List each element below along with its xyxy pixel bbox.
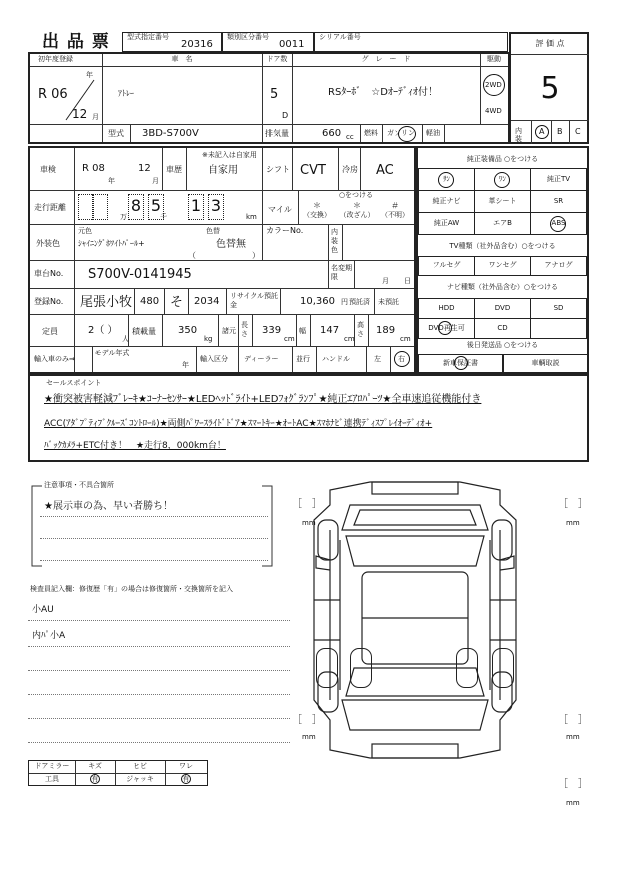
interior-label: 内装 xyxy=(515,127,522,143)
model-label: 型式 xyxy=(108,129,124,138)
option-item: 純正AW xyxy=(433,219,460,227)
name-change-label: 名変期限 xyxy=(331,264,352,281)
doors-value: 5 xyxy=(270,87,279,102)
class-no-label: 類別区分番号 xyxy=(227,33,269,41)
tread-unit-rear-left: mm xyxy=(302,733,316,741)
tv-title: TV種類（社外品含む）○をつける xyxy=(449,242,556,250)
option-item: ABS xyxy=(551,219,566,227)
chassis-label: 車台No. xyxy=(34,269,64,278)
shift-value: CVT xyxy=(300,163,326,178)
color-change-paren-close: ） xyxy=(252,251,260,260)
recycle-value: 10,360 xyxy=(300,296,335,307)
equipment-header: ワレ xyxy=(179,762,193,770)
history-note: ※未記入は自家用 xyxy=(202,151,257,159)
tread-unit-rear-right: mm xyxy=(566,733,580,741)
inspector-line-2: 内ﾊﾟ小A xyxy=(32,631,66,641)
type-no: 20316 xyxy=(181,39,213,50)
recycle-label: リサイクル預託金 xyxy=(230,292,279,309)
length-value: 339 xyxy=(262,325,282,336)
length-unit: cm xyxy=(284,335,295,343)
navi-title: ナビ種類（社外品含む）○をつける xyxy=(446,283,559,291)
import-label: 輸入車のみ⇒ xyxy=(34,355,75,363)
name-change-month: 月 xyxy=(382,277,389,285)
tread-bracket-rear-left: ［ ］ xyxy=(292,715,322,726)
later-title: 後日発送品 ○をつける xyxy=(466,341,539,349)
tread-unit-front-right: mm xyxy=(566,519,580,527)
doors-d: D xyxy=(282,111,289,120)
navi-item: DVD xyxy=(494,304,511,312)
first-reg-label: 初年度登録 xyxy=(38,55,73,63)
form-title: 出 品 票 xyxy=(42,32,110,52)
width-value: 147 xyxy=(320,325,340,336)
color-change-paren-open: （ xyxy=(188,251,196,260)
model-value: 3BD-S700V xyxy=(142,128,199,139)
tire-icon-rear-left xyxy=(316,648,338,688)
unknown-mark: ＃ xyxy=(391,201,399,210)
history-value: 自家用 xyxy=(208,165,238,176)
capacity-label: 定員 xyxy=(42,327,58,336)
reg-label: 登録No. xyxy=(34,297,64,306)
orig-color-label: 元色 xyxy=(78,227,92,235)
color-change-value: 色替無 xyxy=(216,239,246,250)
length-label: 長さ xyxy=(241,321,248,338)
dims-label: 諸元 xyxy=(222,327,236,335)
height-unit: cm xyxy=(400,335,411,343)
tread-bracket-front-left: ［ ］ xyxy=(292,499,322,510)
tire-icon-rear-right xyxy=(492,648,514,688)
mileage-km: km xyxy=(246,213,257,221)
name-change-day: 日 xyxy=(404,277,411,285)
grade-label: グ レ ー ド xyxy=(361,55,411,63)
model-year-unit: 年 xyxy=(182,361,189,369)
first-reg-year-unit: 年 xyxy=(86,71,93,79)
option-item: ｻﾝ xyxy=(443,175,450,183)
tread-unit-front-left: mm xyxy=(302,519,316,527)
navi-item: CD xyxy=(497,324,508,332)
tv-item: フルセグ xyxy=(432,261,461,269)
sales-line-3: ﾊﾞｯｸｶﾒﾗ+ETC付き！ ★走行8，000km台！ xyxy=(44,441,226,451)
option-item: エアB xyxy=(493,219,512,227)
shift-label: シフト xyxy=(266,165,290,174)
inspector-line-1: 小AU xyxy=(32,605,54,615)
first-reg-era: R 06 xyxy=(38,87,68,102)
model-year-label: モデル年式 xyxy=(94,349,130,357)
notes-label: 注意事項・不具合箇所 xyxy=(44,481,114,489)
inspector-label: 検査員記入欄：修復歴「有」の場合は修復箇所・交換箇所を記入 xyxy=(30,585,233,593)
recycle-unit: 円 xyxy=(341,298,348,306)
handle-label: ハンドル xyxy=(322,355,350,363)
reg-no: 2034 xyxy=(194,296,220,307)
option-item: 革シート xyxy=(488,197,517,205)
option-item: SR xyxy=(553,197,564,205)
equipment-value: 有 xyxy=(91,775,99,783)
color-change-label: 色替 xyxy=(206,227,220,235)
tire-icon-rear-right-inner xyxy=(456,648,478,688)
options-title: 純正装備品 ○をつける xyxy=(466,155,539,163)
drive-2wd: 2WD xyxy=(485,81,502,89)
history-label: 車歴 xyxy=(166,165,182,174)
inspection-year-unit: 年 xyxy=(108,177,115,185)
load-label: 積載量 xyxy=(132,327,156,336)
fuel-label: 燃料 xyxy=(364,129,378,137)
equipment-header: ヒビ xyxy=(133,762,147,770)
drive-label: 駆動 xyxy=(487,55,501,63)
cc-unit: cc xyxy=(346,133,354,141)
color-value: ｼｬｲﾆﾝｸﾞﾎﾜｲﾄﾊﾟｰﾙ+ xyxy=(78,239,145,248)
option-item: ﾜﾝ xyxy=(499,175,506,183)
handle-right: 右 xyxy=(398,355,405,363)
sales-line-2: ACC(ｱﾀﾞﾌﾟﾃｨﾌﾞｸﾙｰｽﾞｺﾝﾄﾛｰﾙ)★両側ﾊﾟﾜｰｽﾗｲﾄﾞﾄﾞｱ★ｽﾏｰﾄｷｰ★ｵｰﾄAC★ｽﾏﾎﾅﾋﾞ連携ﾃﾞｨｽﾌﾟﾚｲｵｰﾃﾞｨｵ+ xyxy=(44,419,433,429)
drive-4wd: 4WD xyxy=(485,107,502,115)
interior-b: B xyxy=(557,127,563,136)
equipment-value: ジャッキ xyxy=(126,775,154,783)
reg-place: 尾張小牧 xyxy=(80,295,133,310)
import-parallel: 並行 xyxy=(296,355,310,363)
mile-label: マイル xyxy=(268,205,292,214)
ac-label: 冷房 xyxy=(342,165,358,174)
mileage-digit: 1 xyxy=(190,196,202,215)
notes-line-1: ★展示車の為、早い者勝ち！ xyxy=(44,501,173,512)
rating-label: 評 価 点 xyxy=(535,39,565,48)
first-reg-month-unit: 月 xyxy=(92,113,99,121)
tv-item: アナログ xyxy=(544,261,573,269)
chassis-value: S700V-0141945 xyxy=(88,267,192,282)
equipment-value: 有 xyxy=(182,775,190,783)
width-label: 幅 xyxy=(299,327,306,335)
exchange-mark: ＊ xyxy=(313,201,321,210)
recycle-done: 預託済 xyxy=(349,298,370,306)
serial-label: シリアル番号 xyxy=(319,33,361,41)
modified-mark: ＊ xyxy=(353,201,361,210)
type-no-label: 型式指定番号 xyxy=(127,33,169,41)
first-reg-month: 12 xyxy=(72,107,88,121)
doors-label: ドア数 xyxy=(266,55,288,63)
mileage-label: 走行距離 xyxy=(34,203,66,212)
mileage-digit: 8 xyxy=(130,196,142,215)
tire-icon-spare xyxy=(350,648,372,688)
unknown-label: （不明） xyxy=(381,211,409,219)
navi-item: SD xyxy=(553,304,564,312)
fuel-gas: ガソリン xyxy=(387,129,415,137)
import-dealer: ディーラー xyxy=(244,355,279,363)
tread-bracket-front-right: ［ ］ xyxy=(558,499,588,510)
import-class-label: 輸入区分 xyxy=(200,355,228,363)
tread-bracket-rear-right: ［ ］ xyxy=(558,715,588,726)
equipment-value: 工具 xyxy=(45,775,59,783)
interior-a: A xyxy=(539,127,545,136)
rating-value: 5 xyxy=(540,71,560,106)
fuel-diesel: 軽油 xyxy=(426,129,440,137)
equipment-header: キズ xyxy=(88,762,102,770)
handle-left: 左 xyxy=(374,355,381,363)
load-unit: kg xyxy=(204,335,213,343)
car-name-label: 車 名 xyxy=(171,55,193,63)
option-item: 純正ナビ xyxy=(432,197,461,205)
exchange-label: （交換） xyxy=(303,211,331,219)
later-item: 車輌取説 xyxy=(531,359,560,367)
recycle-not: 未預託 xyxy=(378,298,399,306)
interior-c: C xyxy=(575,127,581,136)
tv-item: ワンセグ xyxy=(488,261,517,269)
equipment-header: ドアミラー xyxy=(34,762,70,770)
reg-kana: そ xyxy=(170,295,184,310)
tread-bracket-spare: ［ ］ xyxy=(558,779,588,790)
capacity-value: 2（ ） xyxy=(88,325,118,336)
inspection-value: R 08 xyxy=(82,163,105,174)
tread-unit-spare: mm xyxy=(566,799,580,807)
sales-line-1: ★衝突被害軽減ﾌﾞﾚｰｷ★ｺｰﾅｰｾﾝｻｰ★LEDﾍｯﾄﾞﾗｲﾄ+LEDﾌｫｸﾞﾗﾝﾌﾟ★純正ｴｱﾛﾊﾟｰﾂ★全車速追従機能付き xyxy=(44,394,482,405)
navi-item: DVD再生可 xyxy=(428,324,465,332)
mileage-sen: 千 xyxy=(160,213,167,221)
reg-class: 480 xyxy=(140,296,160,307)
mileage-digit: 5 xyxy=(150,196,162,215)
load-value: 350 xyxy=(178,325,198,336)
mileage-attach-note: ○をつける xyxy=(338,191,374,199)
displacement-label: 排気量 xyxy=(265,129,289,138)
color-label: 外装色 xyxy=(36,239,60,248)
ac-value: AC xyxy=(376,163,394,178)
height-label: 高さ xyxy=(357,321,364,338)
later-item: 新車保証書 xyxy=(443,359,478,367)
inspection-month: 12 xyxy=(138,163,151,174)
inspection-month-unit: 月 xyxy=(152,177,159,185)
displacement-value: 660 xyxy=(322,128,342,139)
interior-color-label: 内装色 xyxy=(331,228,338,254)
height-value: 189 xyxy=(376,325,396,336)
sales-label: セールスポイント xyxy=(46,379,102,387)
grade-value: RSﾀｰﾎﾞ ☆Dｵｰﾃﾞｨｵ付！ xyxy=(328,87,438,98)
mileage-digit: 3 xyxy=(210,196,222,215)
car-name: ｱﾄﾚｰ xyxy=(118,89,134,98)
width-unit: cm xyxy=(344,335,355,343)
navi-item: HDD xyxy=(438,304,455,312)
modified-label: （改ざん） xyxy=(339,211,375,219)
color-no-label: カラーNo. xyxy=(266,226,304,235)
mileage-man: 万 xyxy=(120,213,127,221)
class-no: 0011 xyxy=(279,39,305,50)
capacity-unit: 人 xyxy=(122,335,129,343)
inspection-label: 車検 xyxy=(40,165,56,174)
option-item: 純正TV xyxy=(546,175,571,183)
